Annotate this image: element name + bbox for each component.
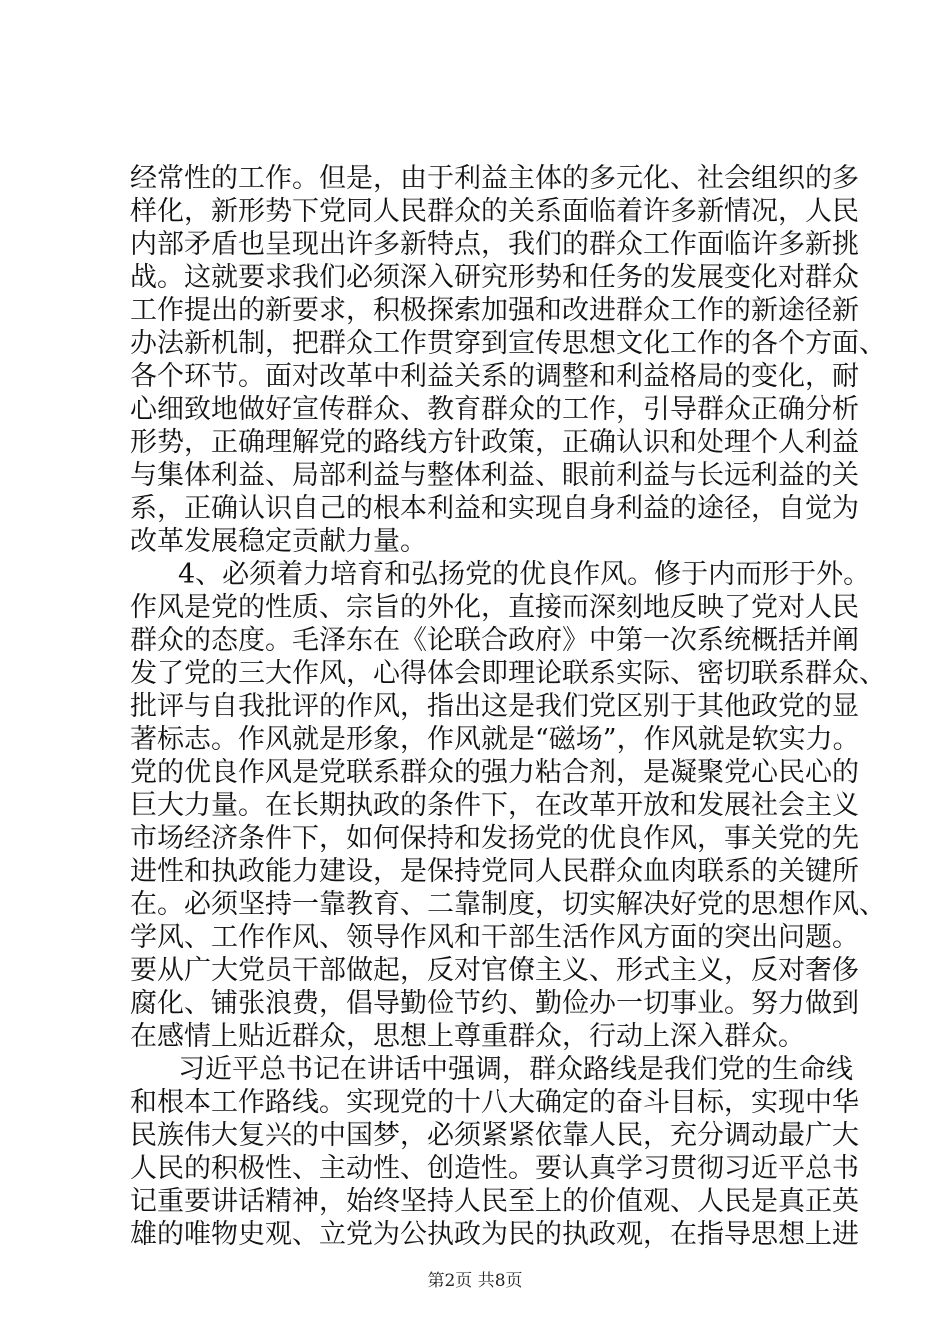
text-line: 党的优良作风是党联系群众的强力粘合剂，是凝聚党心民心的 bbox=[130, 757, 859, 788]
text-line: 和根本工作路线。实现党的十八大确定的奋斗目标，实现中华 bbox=[130, 1087, 859, 1118]
text-line: 雄的唯物史观、立党为公执政为民的执政观，在指导思想上进 bbox=[130, 1219, 859, 1250]
text-line: 作风是党的性质、宗旨的外化，直接而深刻地反映了党对人民 bbox=[130, 592, 859, 623]
text-line: 市场经济条件下，如何保持和发扬党的优良作风，事关党的先 bbox=[130, 823, 859, 854]
text-line: 办法新机制，把群众工作贯穿到宣传思想文化工作的各个方面、 bbox=[130, 328, 886, 359]
text-line: 发了党的三大作风，心得体会即理论联系实际、密切联系群众、 bbox=[130, 658, 886, 689]
text-line: 经常性的工作。但是，由于利益主体的多元化、社会组织的多 bbox=[130, 163, 859, 194]
text-line: 民族伟大复兴的中国梦，必须紧紧依靠人民，充分调动最广大 bbox=[130, 1120, 859, 1151]
text-line: 样化，新形势下党同人民群众的关系面临着许多新情况，人民 bbox=[130, 196, 859, 227]
text-line: 著标志。作风就是形象，作风就是“磁场”，作风就是软实力。 bbox=[130, 724, 860, 755]
text-line: 批评与自我批评的作风，指出这是我们党区别于其他政党的显 bbox=[130, 691, 859, 722]
text-line: 4、必须着力培育和弘扬党的优良作风。修于内而形于外。 bbox=[178, 559, 871, 590]
text-line: 工作提出的新要求，积极探索加强和改进群众工作的新途径新 bbox=[130, 295, 859, 326]
text-line: 战。这就要求我们必须深入研究形势和任务的发展变化对群众 bbox=[130, 262, 859, 293]
text-line: 习近平总书记在讲话中强调，群众路线是我们党的生命线 bbox=[178, 1054, 853, 1085]
text-line: 腐化、铺张浪费，倡导勤俭节约、勤俭办一切事业。努力做到 bbox=[130, 988, 859, 1019]
text-line: 改革发展稳定贡献力量。 bbox=[130, 526, 427, 557]
text-line: 记重要讲话精神，始终坚持人民至上的价值观、人民是真正英 bbox=[130, 1186, 859, 1217]
text-line: 各个环节。面对改革中利益关系的调整和利益格局的变化，耐 bbox=[130, 361, 859, 392]
text-line: 人民的积极性、主动性、创造性。要认真学习贯彻习近平总书 bbox=[130, 1153, 859, 1184]
text-line: 内部矛盾也呈现出许多新特点，我们的群众工作面临许多新挑 bbox=[130, 229, 859, 260]
text-line: 进性和执政能力建设，是保持党同人民群众血肉联系的关键所 bbox=[130, 856, 859, 887]
page-number: 第2页 共8页 bbox=[427, 1271, 523, 1291]
text-line: 形势，正确理解党的路线方针政策，正确认识和处理个人利益 bbox=[130, 427, 859, 458]
text-line: 学风、工作作风、领导作风和干部生活作风方面的突出问题。 bbox=[130, 922, 859, 953]
text-line: 要从广大党员干部做起，反对官僚主义、形式主义，反对奢侈 bbox=[130, 955, 859, 986]
text-line: 心细致地做好宣传群众、教育群众的工作，引导群众正确分析 bbox=[130, 394, 859, 425]
text-line: 在感情上贴近群众，思想上尊重群众，行动上深入群众。 bbox=[130, 1021, 805, 1052]
body-text bbox=[130, 162, 886, 1251]
text-line: 系，正确认识自己的根本利益和实现自身利益的途径，自觉为 bbox=[130, 493, 859, 524]
text-line: 在。必须坚持一靠教育、二靠制度，切实解决好党的思想作风、 bbox=[130, 889, 886, 920]
text-line: 巨大力量。在长期执政的条件下，在改革开放和发展社会主义 bbox=[130, 790, 859, 821]
text-line: 群众的态度。毛泽东在《论联合政府》中第一次系统概括并阐 bbox=[130, 625, 859, 656]
text-line: 与集体利益、局部利益与整体利益、眼前利益与长远利益的关 bbox=[130, 460, 859, 491]
